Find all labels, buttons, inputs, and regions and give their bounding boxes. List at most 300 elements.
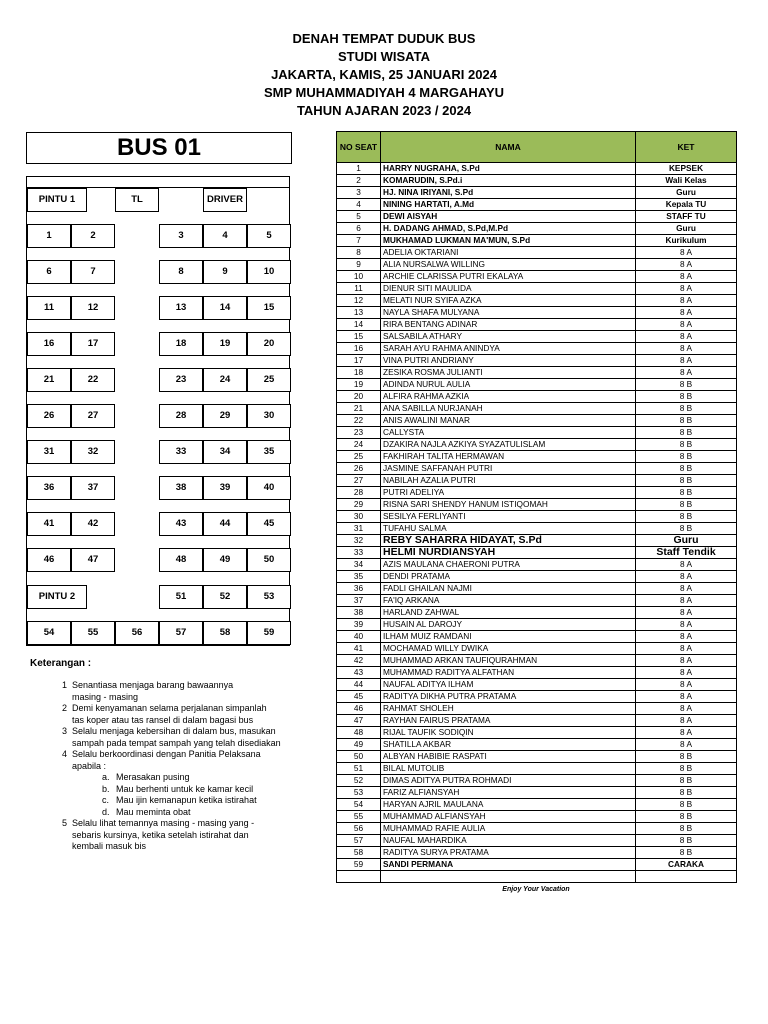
ket-cell: 8 B bbox=[636, 523, 737, 535]
seat-36: 36 bbox=[27, 476, 71, 500]
ket-cell: 8 A bbox=[636, 739, 737, 751]
seat-number-cell: 18 bbox=[337, 367, 381, 379]
name-cell: DENDI PRATAMA bbox=[381, 571, 636, 583]
table-row bbox=[337, 187, 737, 199]
seat-29: 29 bbox=[203, 404, 247, 428]
title-line-2: STUDI WISATA bbox=[338, 49, 430, 64]
seat-28: 28 bbox=[159, 404, 203, 428]
seat-45: 45 bbox=[247, 512, 291, 536]
table-row bbox=[337, 319, 737, 331]
seat-number-cell: 17 bbox=[337, 355, 381, 367]
seat-31: 31 bbox=[27, 440, 71, 464]
header-ket: KET bbox=[636, 132, 737, 163]
name-cell: BILAL MUTOLIB bbox=[381, 763, 636, 775]
ket-cell: Guru bbox=[636, 535, 737, 547]
seat-54: 54 bbox=[27, 621, 71, 645]
name-cell: SARAH AYU RAHMA ANINDYA bbox=[381, 343, 636, 355]
seat-number-cell: 23 bbox=[337, 427, 381, 439]
ket-cell: 8 A bbox=[636, 283, 737, 295]
table-row bbox=[337, 475, 737, 487]
seat-19: 19 bbox=[203, 332, 247, 356]
ket-cell: 8 A bbox=[636, 247, 737, 259]
table-row bbox=[337, 427, 737, 439]
seat-50: 50 bbox=[247, 548, 291, 572]
seat-number-cell: 45 bbox=[337, 691, 381, 703]
note-number: 5 bbox=[62, 818, 68, 828]
seat-56: 56 bbox=[115, 621, 159, 645]
seat-39: 39 bbox=[203, 476, 247, 500]
ket-cell: 8 A bbox=[636, 559, 737, 571]
table-row bbox=[337, 811, 737, 823]
ket-cell: 8 A bbox=[636, 679, 737, 691]
seat-1: 1 bbox=[27, 224, 71, 248]
name-cell: RIRA BENTANG ADINAR bbox=[381, 319, 636, 331]
seat-16: 16 bbox=[27, 332, 71, 356]
seat-roster-table bbox=[336, 131, 737, 883]
note-text: Merasakan pusing bbox=[116, 772, 190, 782]
name-cell: NINING HARTATI, A.Md bbox=[381, 199, 636, 211]
seat-25: 25 bbox=[247, 368, 291, 392]
seat-18: 18 bbox=[159, 332, 203, 356]
seat-9: 9 bbox=[203, 260, 247, 284]
name-cell: ZESIKA ROSMA JULIANTI bbox=[381, 367, 636, 379]
ket-cell: Guru bbox=[636, 223, 737, 235]
table-row bbox=[337, 655, 737, 667]
name-cell: ILHAM MUIZ RAMDANI bbox=[381, 631, 636, 643]
seat-number-cell: 55 bbox=[337, 811, 381, 823]
seat-21: 21 bbox=[27, 368, 71, 392]
table-row bbox=[337, 451, 737, 463]
table-row bbox=[337, 667, 737, 679]
name-cell: ALFIRA RAHMA AZKIA bbox=[381, 391, 636, 403]
ket-cell: 8 B bbox=[636, 499, 737, 511]
table-header-row bbox=[337, 132, 737, 163]
seat-11: 11 bbox=[27, 296, 71, 320]
bus-title: BUS 01 bbox=[26, 132, 292, 164]
table-row bbox=[337, 739, 737, 751]
name-cell: CALLYSTA bbox=[381, 427, 636, 439]
seat-number-cell: 12 bbox=[337, 295, 381, 307]
name-cell: VINA PUTRI ANDRIANY bbox=[381, 355, 636, 367]
seat-number-cell: 36 bbox=[337, 583, 381, 595]
table-row bbox=[337, 235, 737, 247]
note-text: Selalu lihat temannya masing - masing yang - bbox=[72, 818, 255, 828]
seat-48: 48 bbox=[159, 548, 203, 572]
table-row bbox=[337, 511, 737, 523]
ket-cell: 8 B bbox=[636, 835, 737, 847]
seat-number-cell: 33 bbox=[337, 547, 381, 559]
name-cell: ALIA NURSALWA WILLING bbox=[381, 259, 636, 271]
seat-number-cell: 13 bbox=[337, 307, 381, 319]
seat-number-cell: 40 bbox=[337, 631, 381, 643]
table-row-empty bbox=[337, 871, 737, 883]
ket-cell: 8 B bbox=[636, 475, 737, 487]
seat-number-cell: 19 bbox=[337, 379, 381, 391]
ket-cell: 8 B bbox=[636, 403, 737, 415]
seat-number-cell: 30 bbox=[337, 511, 381, 523]
name-cell: RISNA SARI SHENDY HANUM ISTIQOMAH bbox=[381, 499, 636, 511]
name-cell: FA'IQ ARKANA bbox=[381, 595, 636, 607]
name-cell: MUHAMMAD RAFIE AULIA bbox=[381, 823, 636, 835]
title-line-5: TAHUN AJARAN 2023 / 2024 bbox=[296, 103, 472, 118]
name-cell: SHATILLA AKBAR bbox=[381, 739, 636, 751]
seat-number-cell: 43 bbox=[337, 667, 381, 679]
seat-number-cell: 4 bbox=[337, 199, 381, 211]
seat-51: 51 bbox=[159, 585, 203, 609]
note-text: Selalu menjaga kebersihan di dalam bus, masukan bbox=[72, 726, 276, 736]
name-cell: TUFAHU SALMA bbox=[381, 523, 636, 535]
seat-49: 49 bbox=[203, 548, 247, 572]
ket-cell: CARAKA bbox=[636, 859, 737, 871]
name-cell: NAYLA SHAFA MULYANA bbox=[381, 307, 636, 319]
ket-cell: 8 A bbox=[636, 319, 737, 331]
name-cell: RAHMAT SHOLEH bbox=[381, 703, 636, 715]
name-cell: FADLI GHAILAN NAJMI bbox=[381, 583, 636, 595]
table-row bbox=[337, 859, 737, 871]
table-row bbox=[337, 415, 737, 427]
name-cell: MOCHAMAD WILLY DWIKA bbox=[381, 643, 636, 655]
name-cell: MELATI NUR SYIFA AZKA bbox=[381, 295, 636, 307]
name-cell: HARYAN AJRIL MAULANA bbox=[381, 799, 636, 811]
table-row bbox=[337, 175, 737, 187]
ket-cell: 8 A bbox=[636, 331, 737, 343]
seat-number-cell: 31 bbox=[337, 523, 381, 535]
seat-number-cell: 52 bbox=[337, 775, 381, 787]
ket-cell: 8 B bbox=[636, 427, 737, 439]
note-number: 4 bbox=[62, 749, 68, 759]
note-number: 3 bbox=[62, 726, 68, 736]
name-cell: ANA SABILLA NURJANAH bbox=[381, 403, 636, 415]
note-text: Mau ijin kemanapun ketika istirahat bbox=[116, 795, 257, 805]
seat-47: 47 bbox=[71, 548, 115, 572]
seat-17: 17 bbox=[71, 332, 115, 356]
seat-number-cell: 56 bbox=[337, 823, 381, 835]
seat-number-cell: 22 bbox=[337, 415, 381, 427]
seat-number-cell: 1 bbox=[337, 163, 381, 175]
note-text: kembali masuk bis bbox=[72, 841, 147, 851]
table-row bbox=[337, 775, 737, 787]
name-cell: SALSABILA ATHARY bbox=[381, 331, 636, 343]
ket-cell: 8 B bbox=[636, 811, 737, 823]
seat-number-cell: 10 bbox=[337, 271, 381, 283]
ket-cell: 8 B bbox=[636, 787, 737, 799]
note-number: b. bbox=[102, 783, 110, 794]
ket-cell: 8 A bbox=[636, 619, 737, 631]
ket-cell: 8 B bbox=[636, 763, 737, 775]
name-cell: HJ. NINA IRIYANI, S.Pd bbox=[381, 187, 636, 199]
name-cell: RADITYA SURYA PRATAMA bbox=[381, 847, 636, 859]
table-row bbox=[337, 619, 737, 631]
name-cell: RIJAL TAUFIK SODIQIN bbox=[381, 727, 636, 739]
seat-15: 15 bbox=[247, 296, 291, 320]
table-row bbox=[337, 343, 737, 355]
ket-cell: 8 B bbox=[636, 391, 737, 403]
title-line-4: SMP MUHAMMADIYAH 4 MARGAHAYU bbox=[263, 85, 505, 100]
name-cell: DEWI AISYAH bbox=[381, 211, 636, 223]
seat-number-cell: 38 bbox=[337, 607, 381, 619]
table-row bbox=[337, 439, 737, 451]
ket-cell: 8 A bbox=[636, 595, 737, 607]
seat-35: 35 bbox=[247, 440, 291, 464]
seat-7: 7 bbox=[71, 260, 115, 284]
table-row bbox=[337, 391, 737, 403]
table-row bbox=[337, 751, 737, 763]
name-cell: MUKHAMAD LUKMAN MA'MUN, S.Pd bbox=[381, 235, 636, 247]
table-row bbox=[337, 787, 737, 799]
seat-38: 38 bbox=[159, 476, 203, 500]
note-number: c. bbox=[102, 795, 110, 805]
ket-cell: 8 B bbox=[636, 847, 737, 859]
table-row bbox=[337, 823, 737, 835]
seat-12: 12 bbox=[71, 296, 115, 320]
note-text: Mau meminta obat bbox=[116, 806, 191, 817]
seat-30: 30 bbox=[247, 404, 291, 428]
name-cell: H. DADANG AHMAD, S.Pd,M.Pd bbox=[381, 223, 636, 235]
seat-2: 2 bbox=[71, 224, 115, 248]
door-2-label: PINTU 2 bbox=[27, 585, 87, 609]
table-row bbox=[337, 763, 737, 775]
ket-cell: KEPSEK bbox=[636, 163, 737, 175]
seat-number-cell: 16 bbox=[337, 343, 381, 355]
table-row bbox=[337, 331, 737, 343]
ket-cell: 8 B bbox=[636, 751, 737, 763]
table-row bbox=[337, 463, 737, 475]
name-cell: PUTRI ADELIYA bbox=[381, 487, 636, 499]
seat-number-cell: 8 bbox=[337, 247, 381, 259]
driver-seat: DRIVER bbox=[203, 188, 247, 212]
ket-cell: 8 A bbox=[636, 631, 737, 643]
header-name: NAMA bbox=[381, 132, 636, 163]
seat-46: 46 bbox=[27, 548, 71, 572]
name-cell: FAKHIRAH TALITA HERMAWAN bbox=[381, 451, 636, 463]
table-row bbox=[337, 403, 737, 415]
seat-number-cell: 27 bbox=[337, 475, 381, 487]
title-line-3: JAKARTA, KAMIS, 25 JANUARI 2024 bbox=[271, 67, 497, 82]
footer-note: Enjoy Your Vacation bbox=[502, 886, 570, 893]
seat-44: 44 bbox=[203, 512, 247, 536]
table-row bbox=[337, 283, 737, 295]
table-row bbox=[337, 715, 737, 727]
table-row bbox=[337, 595, 737, 607]
table-row bbox=[337, 163, 737, 175]
ket-cell: 8 A bbox=[636, 667, 737, 679]
name-cell: JASMINE SAFFANAH PUTRI bbox=[381, 463, 636, 475]
note-text: sampah pada tempat sampah yang telah disediakan bbox=[72, 737, 281, 748]
table-row bbox=[337, 259, 737, 271]
ket-cell: Wali Kelas bbox=[636, 175, 737, 187]
empty-cell bbox=[636, 871, 737, 883]
ket-cell: 8 B bbox=[636, 415, 737, 427]
name-cell: ARCHIE CLARISSA PUTRI EKALAYA bbox=[381, 271, 636, 283]
seat-number-cell: 7 bbox=[337, 235, 381, 247]
table-row bbox=[337, 211, 737, 223]
ket-cell: 8 B bbox=[636, 775, 737, 787]
name-cell: RAYHAN FAIRUS PRATAMA bbox=[381, 715, 636, 727]
name-cell: HUSAIN AL DAROJY bbox=[381, 619, 636, 631]
table-row bbox=[337, 307, 737, 319]
ket-cell: 8 A bbox=[636, 259, 737, 271]
seat-number-cell: 53 bbox=[337, 787, 381, 799]
seat-number-cell: 20 bbox=[337, 391, 381, 403]
name-cell: RADITYA DIKHA PUTRA PRATAMA bbox=[381, 691, 636, 703]
note-text: tas koper atau tas ransel di dalam bagasi bus bbox=[72, 714, 254, 725]
seat-41: 41 bbox=[27, 512, 71, 536]
seat-33: 33 bbox=[159, 440, 203, 464]
seat-42: 42 bbox=[71, 512, 115, 536]
table-row bbox=[337, 691, 737, 703]
seat-53: 53 bbox=[247, 585, 291, 609]
seat-number-cell: 41 bbox=[337, 643, 381, 655]
table-row bbox=[337, 607, 737, 619]
name-cell: SESILYA FERLIYANTI bbox=[381, 511, 636, 523]
ket-cell: 8 A bbox=[636, 715, 737, 727]
seat-number-cell: 5 bbox=[337, 211, 381, 223]
table-row bbox=[337, 499, 737, 511]
name-cell: NABILAH AZALIA PUTRI bbox=[381, 475, 636, 487]
seat-number-cell: 21 bbox=[337, 403, 381, 415]
name-cell: SANDI PERMANA bbox=[381, 859, 636, 871]
table-row bbox=[337, 679, 737, 691]
table-row bbox=[337, 271, 737, 283]
ket-cell: 8 B bbox=[636, 439, 737, 451]
name-cell: MUHAMMAD ARKAN TAUFIQURAHMAN bbox=[381, 655, 636, 667]
table-row bbox=[337, 523, 737, 535]
name-cell: AZIS MAULANA CHAERONI PUTRA bbox=[381, 559, 636, 571]
name-cell: HELMI NURDIANSYAH bbox=[381, 547, 636, 559]
table-row bbox=[337, 571, 737, 583]
seat-34: 34 bbox=[203, 440, 247, 464]
name-cell: MUHAMMAD RADITYA ALFATHAN bbox=[381, 667, 636, 679]
table-row bbox=[337, 799, 737, 811]
table-row bbox=[337, 643, 737, 655]
ket-cell: 8 B bbox=[636, 379, 737, 391]
name-cell: FARIZ ALFIANSYAH bbox=[381, 787, 636, 799]
seat-8: 8 bbox=[159, 260, 203, 284]
ket-cell: 8 A bbox=[636, 295, 737, 307]
table-row bbox=[337, 847, 737, 859]
ket-cell: 8 B bbox=[636, 799, 737, 811]
name-cell: DIMAS ADITYA PUTRA ROHMADI bbox=[381, 775, 636, 787]
ket-cell: 8 B bbox=[636, 487, 737, 499]
table-row bbox=[337, 199, 737, 211]
seat-27: 27 bbox=[71, 404, 115, 428]
name-cell: ALBYAN HABIBIE RASPATI bbox=[381, 751, 636, 763]
table-row bbox=[337, 223, 737, 235]
ket-cell: 8 A bbox=[636, 607, 737, 619]
seat-number-cell: 6 bbox=[337, 223, 381, 235]
ket-cell: 8 A bbox=[636, 355, 737, 367]
seat-57: 57 bbox=[159, 621, 203, 645]
name-cell: DZAKIRA NAJLA AZKIYA SYAZATULISLAM bbox=[381, 439, 636, 451]
table-row bbox=[337, 487, 737, 499]
note-text: apabila : bbox=[72, 760, 107, 771]
tour-leader-seat: TL bbox=[115, 188, 159, 212]
seat-24: 24 bbox=[203, 368, 247, 392]
seat-number-cell: 50 bbox=[337, 751, 381, 763]
note-number: 2 bbox=[62, 703, 68, 713]
seat-14: 14 bbox=[203, 296, 247, 320]
table-row bbox=[337, 295, 737, 307]
seat-number-cell: 57 bbox=[337, 835, 381, 847]
seat-number-cell: 51 bbox=[337, 763, 381, 775]
ket-cell: 8 B bbox=[636, 823, 737, 835]
seat-number-cell: 48 bbox=[337, 727, 381, 739]
seat-number-cell: 24 bbox=[337, 439, 381, 451]
note-number: d. bbox=[102, 806, 110, 817]
ket-cell: 8 A bbox=[636, 727, 737, 739]
header-no-seat: NO SEAT bbox=[337, 132, 381, 163]
ket-cell: 8 A bbox=[636, 655, 737, 667]
seat-number-cell: 15 bbox=[337, 331, 381, 343]
seat-number-cell: 35 bbox=[337, 571, 381, 583]
ket-cell: 8 A bbox=[636, 307, 737, 319]
title-line-1: DENAH TEMPAT DUDUK BUS bbox=[292, 31, 476, 46]
seat-40: 40 bbox=[247, 476, 291, 500]
seat-5: 5 bbox=[247, 224, 291, 248]
seat-number-cell: 54 bbox=[337, 799, 381, 811]
name-cell: NAUFAL MAHARDIKA bbox=[381, 835, 636, 847]
seat-10: 10 bbox=[247, 260, 291, 284]
note-text: sebaris kursinya, ketika setelah istirahat dan bbox=[72, 829, 249, 840]
ket-cell: 8 B bbox=[636, 511, 737, 523]
seat-number-cell: 49 bbox=[337, 739, 381, 751]
table-row bbox=[337, 379, 737, 391]
seat-number-cell: 32 bbox=[337, 535, 381, 547]
ket-cell: Kepala TU bbox=[636, 199, 737, 211]
empty-cell bbox=[337, 871, 381, 883]
ket-cell: STAFF TU bbox=[636, 211, 737, 223]
seat-59: 59 bbox=[247, 621, 291, 645]
table-row bbox=[337, 727, 737, 739]
note-text: masing - masing bbox=[72, 691, 139, 702]
seat-number-cell: 46 bbox=[337, 703, 381, 715]
ket-cell: 8 A bbox=[636, 571, 737, 583]
note-text: Senantiasa menjaga barang bawaannya bbox=[72, 680, 234, 690]
seat-number-cell: 34 bbox=[337, 559, 381, 571]
name-cell: ADINDA NURUL AULIA bbox=[381, 379, 636, 391]
ket-cell: 8 B bbox=[636, 463, 737, 475]
name-cell: NAUFAL ADITYA ILHAM bbox=[381, 679, 636, 691]
seat-32: 32 bbox=[71, 440, 115, 464]
name-cell: REBY SAHARRA HIDAYAT, S.Pd bbox=[381, 535, 636, 547]
ket-cell: 8 B bbox=[636, 451, 737, 463]
table-row bbox=[337, 631, 737, 643]
ket-cell: 8 A bbox=[636, 583, 737, 595]
seat-number-cell: 39 bbox=[337, 619, 381, 631]
empty-cell bbox=[381, 871, 636, 883]
table-row bbox=[337, 547, 737, 559]
seat-number-cell: 25 bbox=[337, 451, 381, 463]
name-cell: ANIS AWALINI MANAR bbox=[381, 415, 636, 427]
seat-map bbox=[26, 176, 290, 646]
table-row bbox=[337, 535, 737, 547]
seat-4: 4 bbox=[203, 224, 247, 248]
seat-23: 23 bbox=[159, 368, 203, 392]
table-row bbox=[337, 583, 737, 595]
seat-number-cell: 29 bbox=[337, 499, 381, 511]
seat-number-cell: 26 bbox=[337, 463, 381, 475]
table-row bbox=[337, 355, 737, 367]
notes-title: Keterangan : bbox=[30, 658, 92, 669]
seat-number-cell: 3 bbox=[337, 187, 381, 199]
note-number: 1 bbox=[62, 680, 68, 690]
ket-cell: Guru bbox=[636, 187, 737, 199]
note-text: Selalu berkoordinasi dengan Panitia Pelaksana bbox=[72, 749, 261, 759]
name-cell: ADELIA OKTARIANI bbox=[381, 247, 636, 259]
seat-number-cell: 44 bbox=[337, 679, 381, 691]
table-row bbox=[337, 367, 737, 379]
seat-number-cell: 2 bbox=[337, 175, 381, 187]
